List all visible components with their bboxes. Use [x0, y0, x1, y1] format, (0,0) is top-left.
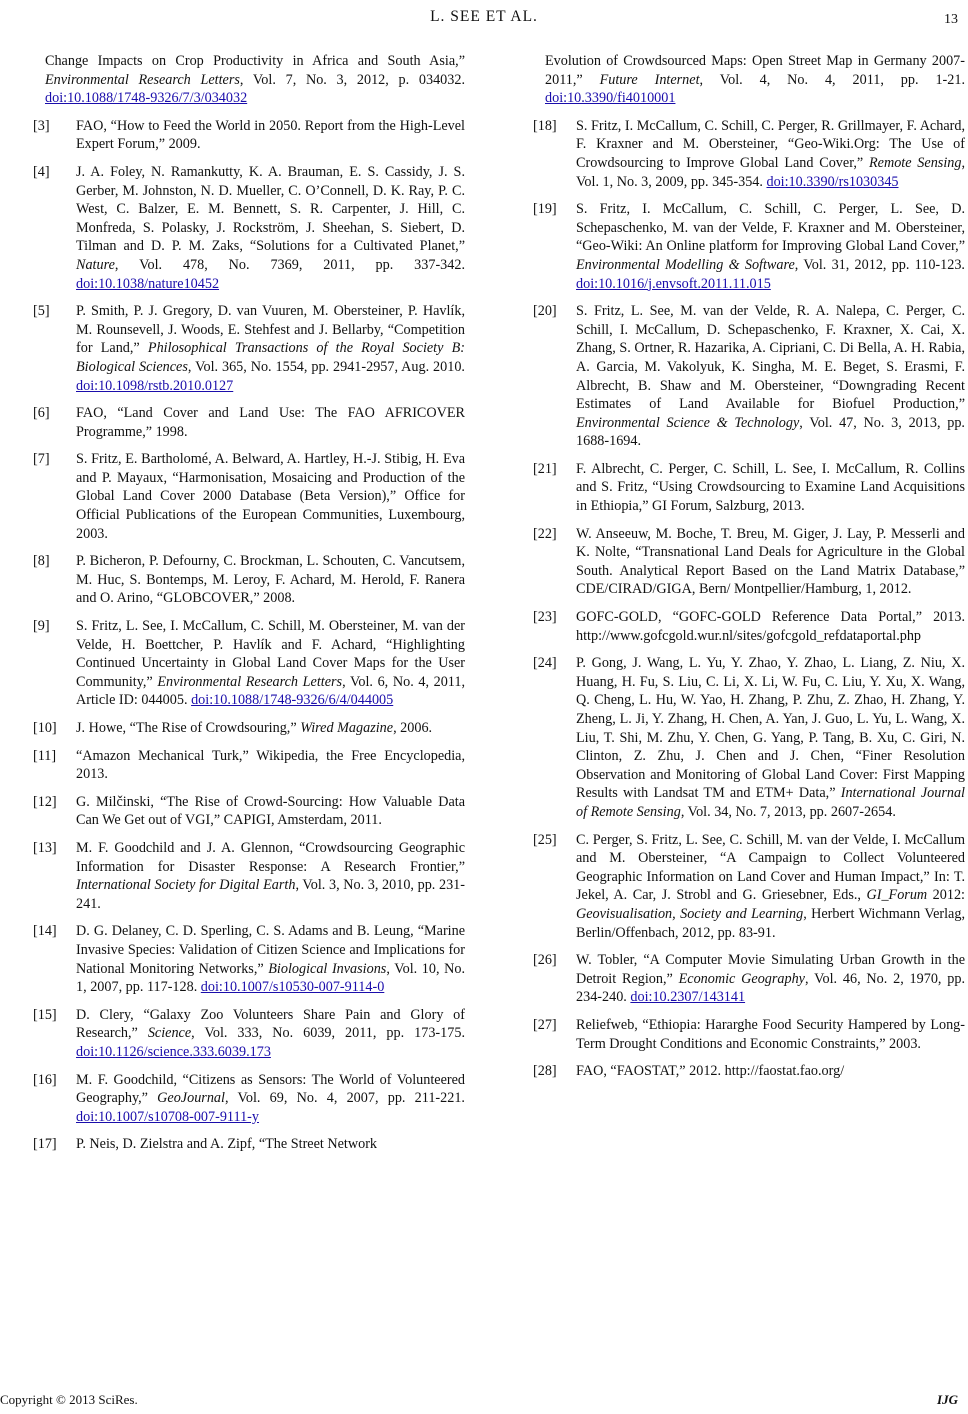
reference-entry [533, 608, 965, 645]
reference-entry [33, 617, 465, 710]
reference-entry [33, 839, 465, 913]
reference-number: [25] [533, 831, 557, 848]
journal-abbreviation: IJG [937, 1392, 958, 1407]
reference-number: [19] [533, 201, 557, 218]
doi-link[interactable]: doi:10.1088/1748-9326/6/4/044005 [191, 692, 394, 709]
reference-source-title: Future Internet [599, 71, 700, 88]
reference-text: , Vol. 1, No. 3, 2009, pp. 345-354. [576, 154, 965, 190]
reference-text: , Vol. 7, No. 3, 2012, p. 034032. [239, 71, 465, 88]
reference-source-title: Environmental Science & Technology [576, 414, 800, 431]
reference-column-right [533, 52, 965, 1090]
reference-text: P. Bicheron, P. Defourny, C. Brockman, L. Schouten, C. Vancutsem, M. Huc, S. Bontemps, M. Leroy, F. Achard, M. Herold, F. Ranera and O. Arino, “GLOBCOVER,” 2008. [76, 553, 465, 607]
doi-link[interactable]: doi:10.1016/j.envsoft.2011.11.015 [576, 275, 771, 292]
reference-number: [5] [33, 303, 50, 320]
reference-text: M. F. Goodchild and J. A. Glennon, “Crowdsourcing Geographic Information for Disaster Response: A Research Frontier,” [76, 839, 465, 875]
reference-text: J. A. Foley, N. Ramankutty, K. A. Brauman, E. S. Cassidy, J. S. Gerber, M. Johnston, N. D. Mueller, C. O’Connell, D. K. Ray, P. C. West, C. Balzer, E. M. Bennett, S. R. Carpenter, J. Hill, C. Monfreda, S. Polasky, J. Rockström, J. Sheehan, S. Siebert, D. Tilman and D. P. M. Zaks, “Solutions for a Cultivated Planet,” [76, 163, 465, 255]
reference-text: , Vol. 46, No. 2, 1970, pp. 234-240. [576, 970, 966, 1006]
running-head: L. SEE ET AL. [430, 8, 538, 25]
reference-source-title: GI_Forum [866, 887, 928, 904]
reference-number: [12] [33, 793, 57, 810]
reference-text: , Vol. 69, No. 4, 2007, pp. 211-221. [224, 1090, 465, 1107]
doi-link[interactable]: doi:10.1007/s10530-007-9114-0 [200, 979, 385, 996]
reference-text: M. F. Goodchild, “Citizens as Sensors: The World of Volunteered Geography,” [76, 1071, 465, 1107]
reference-number: [18] [533, 117, 557, 134]
reference-source-title: Geovisualisation, Society and Learning [576, 905, 804, 922]
reference-text: Change Impacts on Crop Productivity in Africa and South Asia,” [45, 53, 465, 69]
reference-text: J. Howe, “The Rise of Crowdsouring,” [76, 720, 301, 736]
reference-source-title: Philosophical Transactions of the Royal Society B: Biological Sciences [76, 340, 465, 375]
reference-text: F. Albrecht, C. Perger, C. Schill, L. See, I. McCallum, R. Collins and S. Fritz, “Using Crowdsourcing to Examine Land Acquisitions in Ethiopia,” GI Forum, Salzburg, 2013. [576, 460, 965, 515]
reference-text: FAO, “Land Cover and Land Use: The FAO AFRICOVER Programme,” 1998. [76, 405, 465, 440]
reference-text: P. Gong, J. Wang, L. Yu, Y. Zhao, Y. Zhao, L. Liang, Z. Niu, X. Huang, H. Fu, S. Liu, C. Li, X. Li, W. Fu, C. Liu, Y. Xu, X. Wang, Q. Cheng, L. Hu, W. Yao, H. Zhang, P. Zhu, Z. Zhao, H. Zhang, Y. Zheng, L. Ji, Y. Zhang, H. Chen, A. Yan, J. Guo, L. Yu, L. Wang, X. Liu, T. Shi, M. Zhu, Y. Chen, G. Yang, P. Tang, B. Xu, C. Giri, N. Clinton, Z. Zhu, J. Chen and J. Chen, “Finer Resolution Observation and Monitoring of Global Land Cover: First Mapping Results with Landsat TM and ETM+ Data,” [576, 655, 965, 802]
reference-source-title: Remote Sensing [868, 154, 962, 171]
reference-number: [27] [533, 1016, 557, 1033]
reference-text: 2012: [927, 887, 965, 904]
reference-entry [533, 52, 965, 108]
reference-text: P. Neis, D. Zielstra and A. Zipf, “The Street Network [76, 1136, 378, 1153]
reference-entry [33, 450, 465, 543]
reference-number: [14] [33, 923, 57, 940]
reference-entry [533, 525, 965, 599]
reference-number: [16] [33, 1071, 57, 1088]
reference-entry [533, 1016, 965, 1053]
doi-link[interactable]: doi:10.2307/143141 [630, 989, 746, 1006]
reference-number: [20] [533, 303, 557, 320]
reference-entry [33, 747, 465, 784]
reference-text: S. Fritz, E. Bartholomé, A. Belward, A. Hartley, H.-J. Stibig, H. Eva and P. Mayaux, “Harmonisation, Mosaicing and Production of the Global Land Cover 2000 Database (Beta Version),” Office for Official Publications of the European Communities, Luxembourg, 2003. [76, 451, 465, 542]
reference-entry [33, 302, 465, 395]
reference-text: W. Anseeuw, M. Boche, T. Breu, M. Giger, J. Lay, P. Messerli and K. Nolte, “Transnational Land Deals for Agriculture in the Global South. Analytical Report Based on the Land Matrix Database,” CDE/CIRAD/GIGA, Bern/ Montpellier/Hamburg, 1, 2012. [576, 525, 965, 598]
reference-text: S. Fritz, I. McCallum, C. Schill, C. Perger, L. See, D. Schepaschenko, M. van der Velde, F. Kraxner and M. Obersteiner, “Geo-Wiki: An Online platform for Improving Global Land Cover,” [576, 201, 965, 255]
reference-entry [533, 302, 965, 451]
reference-entry [33, 719, 465, 738]
reference-text: FAO, “How to Feed the World in 2050. Report from the High-Level Expert Forum,” 2009. [76, 117, 465, 153]
reference-text: , Vol. 3, No. 3, 2010, pp. 231-241. [76, 877, 465, 912]
reference-entry [533, 951, 965, 1007]
reference-text: , Vol. 6, No. 4, 2011, Article ID: 044005. [76, 673, 466, 709]
reference-entry [33, 922, 465, 996]
reference-number: [4] [33, 163, 50, 180]
reference-entry [33, 163, 465, 293]
reference-text: , Vol. 4, No. 4, 2011, pp. 1-21. [699, 71, 965, 88]
reference-entry [33, 1006, 465, 1062]
reference-text: Reliefweb, “Ethiopia: Hararghe Food Security Hampered by Long-Term Drought Conditions and Economic Constraints,” 2003. [576, 1016, 965, 1052]
reference-text: D. G. Delaney, C. D. Sperling, C. S. Adams and B. Leung, “Marine Invasive Species: Validation of Citizen Science and Implications for National Monitoring Networks,” [76, 923, 465, 977]
reference-column-left [33, 52, 465, 1163]
doi-link[interactable]: doi:10.1088/1748-9326/7/3/034032 [45, 90, 248, 107]
reference-text: Evolution of Crowdsourced Maps: Open Street Map in Germany 2007-2011,” [545, 53, 965, 88]
reference-text: D. Clery, “Galaxy Zoo Volunteers Share Pain and Glory of Research,” [76, 1006, 465, 1042]
reference-entry [33, 1071, 465, 1127]
reference-entry [533, 1062, 965, 1081]
reference-text: , Vol. 47, No. 3, 2013, pp. 1688-1694. [576, 414, 965, 450]
doi-link[interactable]: doi:10.1038/nature10452 [76, 275, 220, 292]
reference-number: [8] [33, 553, 50, 570]
doi-link[interactable]: doi:10.1098/rstb.2010.0127 [76, 377, 234, 394]
reference-source-title: Environmental Modelling & Software [576, 256, 795, 273]
reference-text: W. Tobler, “A Computer Movie Simulating Urban Growth in the Detroit Region,” [576, 952, 965, 987]
reference-entry [533, 654, 965, 821]
reference-source-title: Science [147, 1025, 192, 1042]
reference-number: [23] [533, 609, 557, 626]
reference-text: , Vol. 365, No. 1554, pp. 2941-2957, Aug. 2010. [187, 358, 465, 375]
reference-text: FAO, “FAOSTAT,” 2012. http://faostat.fao.org/ [576, 1063, 845, 1080]
reference-number: [28] [533, 1063, 557, 1080]
reference-number: [10] [33, 720, 57, 736]
reference-entry [33, 52, 465, 108]
reference-entry [33, 117, 465, 154]
reference-number: [21] [533, 460, 557, 477]
reference-text: “Amazon Mechanical Turk,” Wikipedia, the Free Encyclopedia, 2013. [76, 747, 465, 783]
reference-text: S. Fritz, L. See, I. McCallum, C. Schill, M. Obersteiner, M. van der Velde, H. Boettcher, P. Havlík and F. Achard, “Highlighting Continued Uncertainty in Global Land Cover Maps for the User Community,” [76, 618, 465, 690]
reference-source-title: Environmental Research Letters [45, 71, 240, 88]
reference-entry [33, 793, 465, 830]
copyright-notice: Copyright © 2013 SciRes. [0, 1392, 138, 1407]
reference-text: , Vol. 478, No. 7369, 2011, pp. 337-342. [114, 256, 465, 273]
reference-source-title: Wired Magazine [300, 720, 394, 736]
reference-text: C. Perger, S. Fritz, L. See, C. Schill, M. van der Velde, I. McCallum and M. Obersteiner, “A Campaign to Collect Volunteered Geographic Information on Land Cover and Human Impact,” In: T. Jekel, A. Car, J. Strobl and G. Griesebner, Eds., [576, 831, 965, 904]
reference-number: [13] [33, 839, 57, 856]
reference-entry [533, 831, 965, 943]
reference-text: P. Smith, P. J. Gregory, D. van Vuuren, M. Obersteiner, P. Havlík, M. Rounsevell, J. Woods, E. Stehfest and J. Bellarby, “Competition for Land,” [76, 303, 465, 357]
page-header [0, 8, 968, 38]
doi-link[interactable]: doi:10.3390/rs1030345 [766, 173, 899, 190]
reference-text: , Herbert Wichmann Verlag, Berlin/Offenbach, 2012, pp. 83-91. [576, 905, 965, 941]
doi-link[interactable]: doi:10.1126/science.333.6039.173 [76, 1043, 271, 1060]
reference-text: GOFC-GOLD, “GOFC-GOLD Reference Data Portal,” 2013. http://www.gofcgold.wur.nl/sites/gofcgold_refdataportal.php [576, 609, 965, 644]
reference-entry [33, 1135, 465, 1154]
page-footer [0, 1392, 968, 1412]
reference-number: [9] [33, 618, 50, 635]
reference-entry [533, 117, 965, 191]
reference-number: [3] [33, 117, 50, 134]
reference-source-title: Nature [76, 256, 115, 273]
reference-entry [33, 404, 465, 441]
reference-text: S. Fritz, I. McCallum, C. Schill, C. Perger, R. Grillmayer, F. Achard, F. Kraxner and M. Obersteiner, “Geo-Wiki.Org: The Use of Crowdsourcing to Improve Global Land Cover,” [576, 117, 965, 171]
reference-source-title: Environmental Research Letters [157, 673, 343, 690]
reference-entry [533, 460, 965, 516]
reference-number: [15] [33, 1006, 57, 1023]
reference-number: [26] [533, 952, 557, 969]
reference-text: , Vol. 34, No. 7, 2013, pp. 2607-2654. [680, 803, 896, 820]
doi-link[interactable]: doi:10.1007/s10708-007-9111-y [76, 1108, 259, 1125]
reference-text: , Vol. 333, No. 6039, 2011, pp. 173-175. [191, 1025, 465, 1042]
page-number: 13 [944, 12, 958, 27]
reference-number: [24] [533, 655, 557, 672]
reference-number: [6] [33, 405, 50, 422]
reference-text: , Vol. 31, 2012, pp. 110-123. [794, 256, 965, 273]
doi-link[interactable]: doi:10.3390/fi4010001 [545, 90, 676, 107]
reference-source-title: GeoJournal [157, 1090, 225, 1107]
reference-text: S. Fritz, L. See, M. van der Velde, R. A. Nalepa, C. Perger, C. Schill, I. McCallum, D. Schepaschenko, F. Kraxner, X. Cai, X. Zhang, S. Ortner, R. Hazarika, A. Cipriani, C. Di Bella, A. H. Rabia, A. Garcia, M. Vakolyuk, K. Singha, M. E. Beget, S. Erasmi, F. Albrecht, B. Shaw and M. Obersteiner, “Downgrading Recent Estimates of Land Available for Biofuel Production,” [576, 303, 965, 413]
reference-source-title: International Journal of Remote Sensing [576, 785, 965, 820]
reference-text: G. Milčinski, “The Rise of Crowd-Sourcing: How Valuable Data Can We Get out of VGI,” CAPIGI, Amsterdam, 2011. [76, 793, 465, 829]
reference-entry [533, 200, 965, 293]
reference-source-title: Economic Geography [678, 970, 805, 987]
reference-number: [22] [533, 525, 557, 542]
reference-number: [7] [33, 451, 50, 468]
reference-entry [33, 552, 465, 608]
reference-text: , Vol. 10, No. 1, 2007, pp. 117-128. [76, 960, 465, 996]
reference-number: [17] [33, 1136, 57, 1153]
reference-source-title: International Society for Digital Earth [76, 877, 296, 894]
reference-number: [11] [33, 747, 57, 764]
reference-text: , 2006. [393, 720, 433, 736]
reference-source-title: Biological Invasions [268, 960, 387, 977]
